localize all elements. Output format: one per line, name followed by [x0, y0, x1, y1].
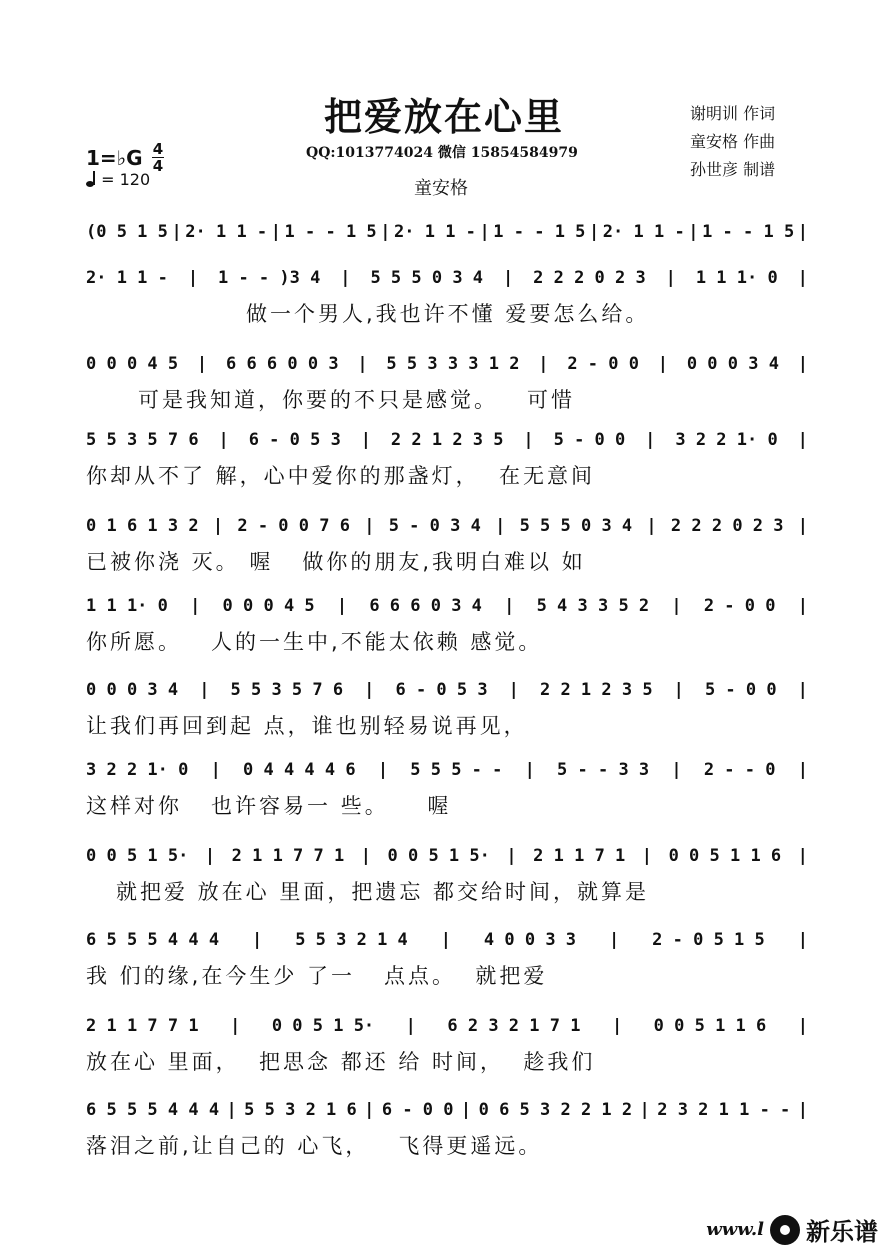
barline: | — [641, 846, 653, 866]
measure: 5 - 0 3 4 — [388, 516, 481, 536]
measure: 0 1 6 1 3 2 — [86, 516, 199, 536]
barline: | — [797, 430, 808, 450]
song-title: 把爱放在心里 — [323, 94, 564, 139]
barline: | — [588, 222, 600, 242]
measure: 0 0 5 1 5· — [86, 846, 189, 866]
lyrics-line: 做一个男人,我也许不懂 爱要怎么给。 — [246, 302, 650, 326]
measure: 0 0 5 1 1 6 — [668, 846, 782, 866]
measure: 0 0 0 4 5 — [222, 596, 315, 616]
barline: | — [360, 846, 371, 866]
time-signature-top: 4 — [152, 140, 164, 158]
notation-line — [86, 1100, 808, 1120]
barline: | — [270, 222, 281, 242]
barline: | — [380, 222, 391, 242]
measure: 5 5 5 0 3 4 — [370, 268, 484, 288]
tempo-value: = 120 — [101, 170, 151, 189]
measure: 3 2 2 1· 0 — [86, 760, 189, 780]
measure: 1 - - 1 5 — [493, 222, 586, 242]
notation-line — [86, 846, 808, 866]
measure: 5 - 0 0 — [704, 680, 777, 700]
barline: | — [797, 516, 808, 536]
barline: | — [405, 1016, 416, 1036]
lyrics-line: 可是我知道，你要的不只是感觉。 可惜 — [138, 388, 576, 412]
notation-line — [86, 268, 808, 288]
barline: | — [797, 846, 808, 866]
barline: | — [645, 430, 656, 450]
measure: 2· 1 1 - — [185, 222, 268, 242]
measure: 6 - 0 5 3 — [395, 680, 488, 700]
measure: 1 1 1· 0 — [86, 596, 168, 616]
lyrics-line: 就把爱 放在心 里面，把遗忘 都交给时间，就算是 — [116, 880, 650, 904]
barline: | — [364, 516, 375, 536]
barline: | — [377, 760, 389, 780]
barline: | — [204, 846, 216, 866]
arranger-credit: 孙世彦 制谱 — [690, 160, 776, 179]
barline: | — [797, 268, 808, 288]
measure: 2 - 0 0 — [567, 354, 639, 374]
score-system — [86, 430, 808, 490]
barline: | — [639, 1100, 650, 1120]
lyrics-line: 落泪之前,让自己的 心飞， 飞得更遥远。 — [86, 1134, 543, 1158]
barline: | — [797, 1100, 808, 1120]
composer-credit: 童安格 作曲 — [690, 132, 776, 151]
notation-line — [86, 516, 808, 536]
barline: | — [688, 222, 699, 242]
watermark-url: www.l — [706, 1219, 764, 1240]
lyrics-line: 你却从不了 解，心中爱你的那盏灯， 在无意间 — [86, 464, 596, 488]
barline: | — [523, 430, 534, 450]
notation-line — [86, 930, 808, 950]
barline: | — [797, 354, 808, 374]
notation-line — [86, 222, 808, 242]
vinyl-record-icon — [770, 1215, 800, 1245]
score-system — [86, 846, 808, 906]
performer-name: 童安格 — [414, 178, 468, 199]
lyrics-line: 我 们的缘,在今生少 了一 点点。 就把爱 — [86, 964, 548, 988]
watermark — [706, 1212, 878, 1247]
barline: | — [171, 222, 182, 242]
barline: | — [252, 930, 263, 950]
measure: 6 5 5 5 4 4 4 — [86, 1100, 220, 1120]
measure: 5 5 3 2 1 4 — [295, 930, 408, 950]
lyricist-credit: 谢明训 作词 — [690, 104, 776, 123]
barline: | — [508, 680, 519, 700]
measure: 5 - 0 0 — [553, 430, 626, 450]
barline: | — [797, 222, 808, 242]
barline: | — [657, 354, 669, 374]
measure: 2· 1 1 - — [602, 222, 685, 242]
quarter-note-icon — [86, 171, 96, 187]
measure: 6 5 5 5 4 4 4 — [86, 930, 220, 950]
barline: | — [212, 516, 224, 536]
measure: 2 1 1 7 1 — [533, 846, 626, 866]
measure: 2 2 2 0 2 3 — [670, 516, 784, 536]
barline: | — [524, 760, 535, 780]
barline: | — [538, 354, 549, 374]
measure: 0 0 5 1 5· — [271, 1016, 375, 1036]
barline: | — [671, 596, 682, 616]
measure: 6 - 0 5 3 — [248, 430, 341, 450]
measure: 6 - 0 0 — [381, 1100, 454, 1120]
measure: 2 - 0 0 — [703, 596, 776, 616]
barline: | — [495, 516, 506, 536]
barline: | — [797, 596, 808, 616]
barline: | — [646, 516, 657, 536]
barline: | — [440, 930, 451, 950]
measure: 6 6 6 0 0 3 — [225, 354, 339, 374]
measure: (0 5 1 5 — [86, 222, 168, 242]
measure: 0 0 0 3 4 — [686, 354, 779, 374]
score-system — [86, 1016, 808, 1076]
measure: 0 4 4 4 4 6 — [243, 760, 356, 780]
lyrics-line: 你所愿。 人的一生中,不能太依赖 感觉。 — [86, 630, 543, 654]
measure: 5 4 3 3 5 2 — [536, 596, 650, 616]
contact-info: QQ:1013774024 微信 15854584979 — [306, 145, 578, 161]
score-system — [86, 930, 808, 990]
barline: | — [364, 1100, 375, 1120]
notation-line — [86, 430, 808, 450]
measure: 5 5 3 3 3 1 2 — [386, 354, 520, 374]
measure: 1 - - 1 5 — [702, 222, 795, 242]
key-signature: 1=♭G — [86, 146, 143, 170]
measure: 4 0 0 3 3 — [483, 930, 577, 950]
barline: | — [190, 596, 201, 616]
barline: | — [230, 1016, 241, 1036]
barline: | — [797, 760, 808, 780]
barline: | — [673, 680, 684, 700]
lyrics-line: 放在心 里面， 把思念 都还 给 时间， 趁我们 — [86, 1050, 596, 1074]
barline: | — [504, 596, 515, 616]
measure: 0 0 0 4 5 — [86, 354, 179, 374]
lyrics-line: 这样对你 也许容易一 些。 喔 — [86, 794, 452, 818]
measure: 5 5 3 5 7 6 — [86, 430, 199, 450]
measure: 0 0 0 3 4 — [86, 680, 179, 700]
measure: 2 - - 0 — [703, 760, 776, 780]
time-signature — [152, 142, 164, 173]
barline: | — [340, 268, 351, 288]
score-system — [86, 222, 808, 252]
barline: | — [797, 1016, 808, 1036]
measure: 2 - 0 0 7 6 — [237, 516, 350, 536]
lyrics-line: 让我们再回到起 点，谁也别轻易说再见， — [86, 714, 528, 738]
barline: | — [797, 680, 808, 700]
measure: 3 2 2 1· 0 — [675, 430, 778, 450]
score-system — [86, 1100, 808, 1160]
measure: 2· 1 1 - — [86, 268, 168, 288]
barline: | — [210, 760, 221, 780]
notation-line — [86, 596, 808, 616]
measure: 2· 1 1 - — [394, 222, 476, 242]
score-system — [86, 516, 808, 576]
measure: 0 0 5 1 5· — [387, 846, 490, 866]
measure: 6 6 6 0 3 4 — [369, 596, 482, 616]
measure: 0 0 5 1 1 6 — [653, 1016, 767, 1036]
barline: | — [797, 930, 808, 950]
barline: | — [665, 268, 676, 288]
barline: | — [360, 430, 371, 450]
barline: | — [196, 354, 208, 374]
measure: 2 - 0 5 1 5 — [652, 930, 765, 950]
tempo-marking — [86, 170, 150, 189]
notation-line — [86, 1016, 808, 1036]
barline: | — [506, 846, 517, 866]
credits-block — [690, 100, 775, 184]
barline: | — [364, 680, 375, 700]
measure: 2 1 1 7 7 1 — [231, 846, 345, 866]
score-system — [86, 354, 808, 414]
barline: | — [611, 1016, 623, 1036]
barline: | — [357, 354, 368, 374]
measure: 2 3 2 1 1 - - — [657, 1100, 791, 1120]
notation-line — [86, 354, 808, 374]
score-system — [86, 596, 808, 656]
barline: | — [460, 1100, 472, 1120]
measure: 5 5 3 5 7 6 — [230, 680, 344, 700]
barline: | — [671, 760, 682, 780]
notation-line — [86, 760, 808, 780]
measure: 1 - - 1 5 — [284, 222, 377, 242]
measure: 5 5 3 2 1 6 — [244, 1100, 357, 1120]
measure: 5 - - 3 3 — [557, 760, 650, 780]
measure: 0 6 5 3 2 2 1 2 — [478, 1100, 633, 1120]
measure: 5 5 5 0 3 4 — [519, 516, 633, 536]
barline: | — [502, 268, 514, 288]
measure: 2 2 1 2 3 5 — [539, 680, 653, 700]
notation-line — [86, 680, 808, 700]
barline: | — [479, 222, 490, 242]
measure: 2 2 1 2 3 5 — [390, 430, 504, 450]
lyrics-line: 已被你浇 灭。 喔 做你的朋友,我明白难以 如 — [86, 550, 586, 574]
barline: | — [608, 930, 620, 950]
watermark-brand: 新乐谱 — [806, 1218, 878, 1246]
measure: 1 - - )3 4 — [217, 268, 321, 288]
barline: | — [226, 1100, 237, 1120]
measure: 2 1 1 7 7 1 — [86, 1016, 199, 1036]
measure: 1 1 1· 0 — [695, 268, 778, 288]
time-signature-bottom: 4 — [152, 157, 164, 175]
score-system — [86, 268, 808, 328]
measure: 2 2 2 0 2 3 — [533, 268, 646, 288]
measure: 5 5 5 - - — [410, 760, 503, 780]
barline: | — [218, 430, 229, 450]
barline: | — [199, 680, 210, 700]
barline: | — [336, 596, 348, 616]
score-system — [86, 680, 808, 740]
measure: 6 2 3 2 1 7 1 — [447, 1016, 581, 1036]
score-system — [86, 760, 808, 820]
barline: | — [187, 268, 199, 288]
